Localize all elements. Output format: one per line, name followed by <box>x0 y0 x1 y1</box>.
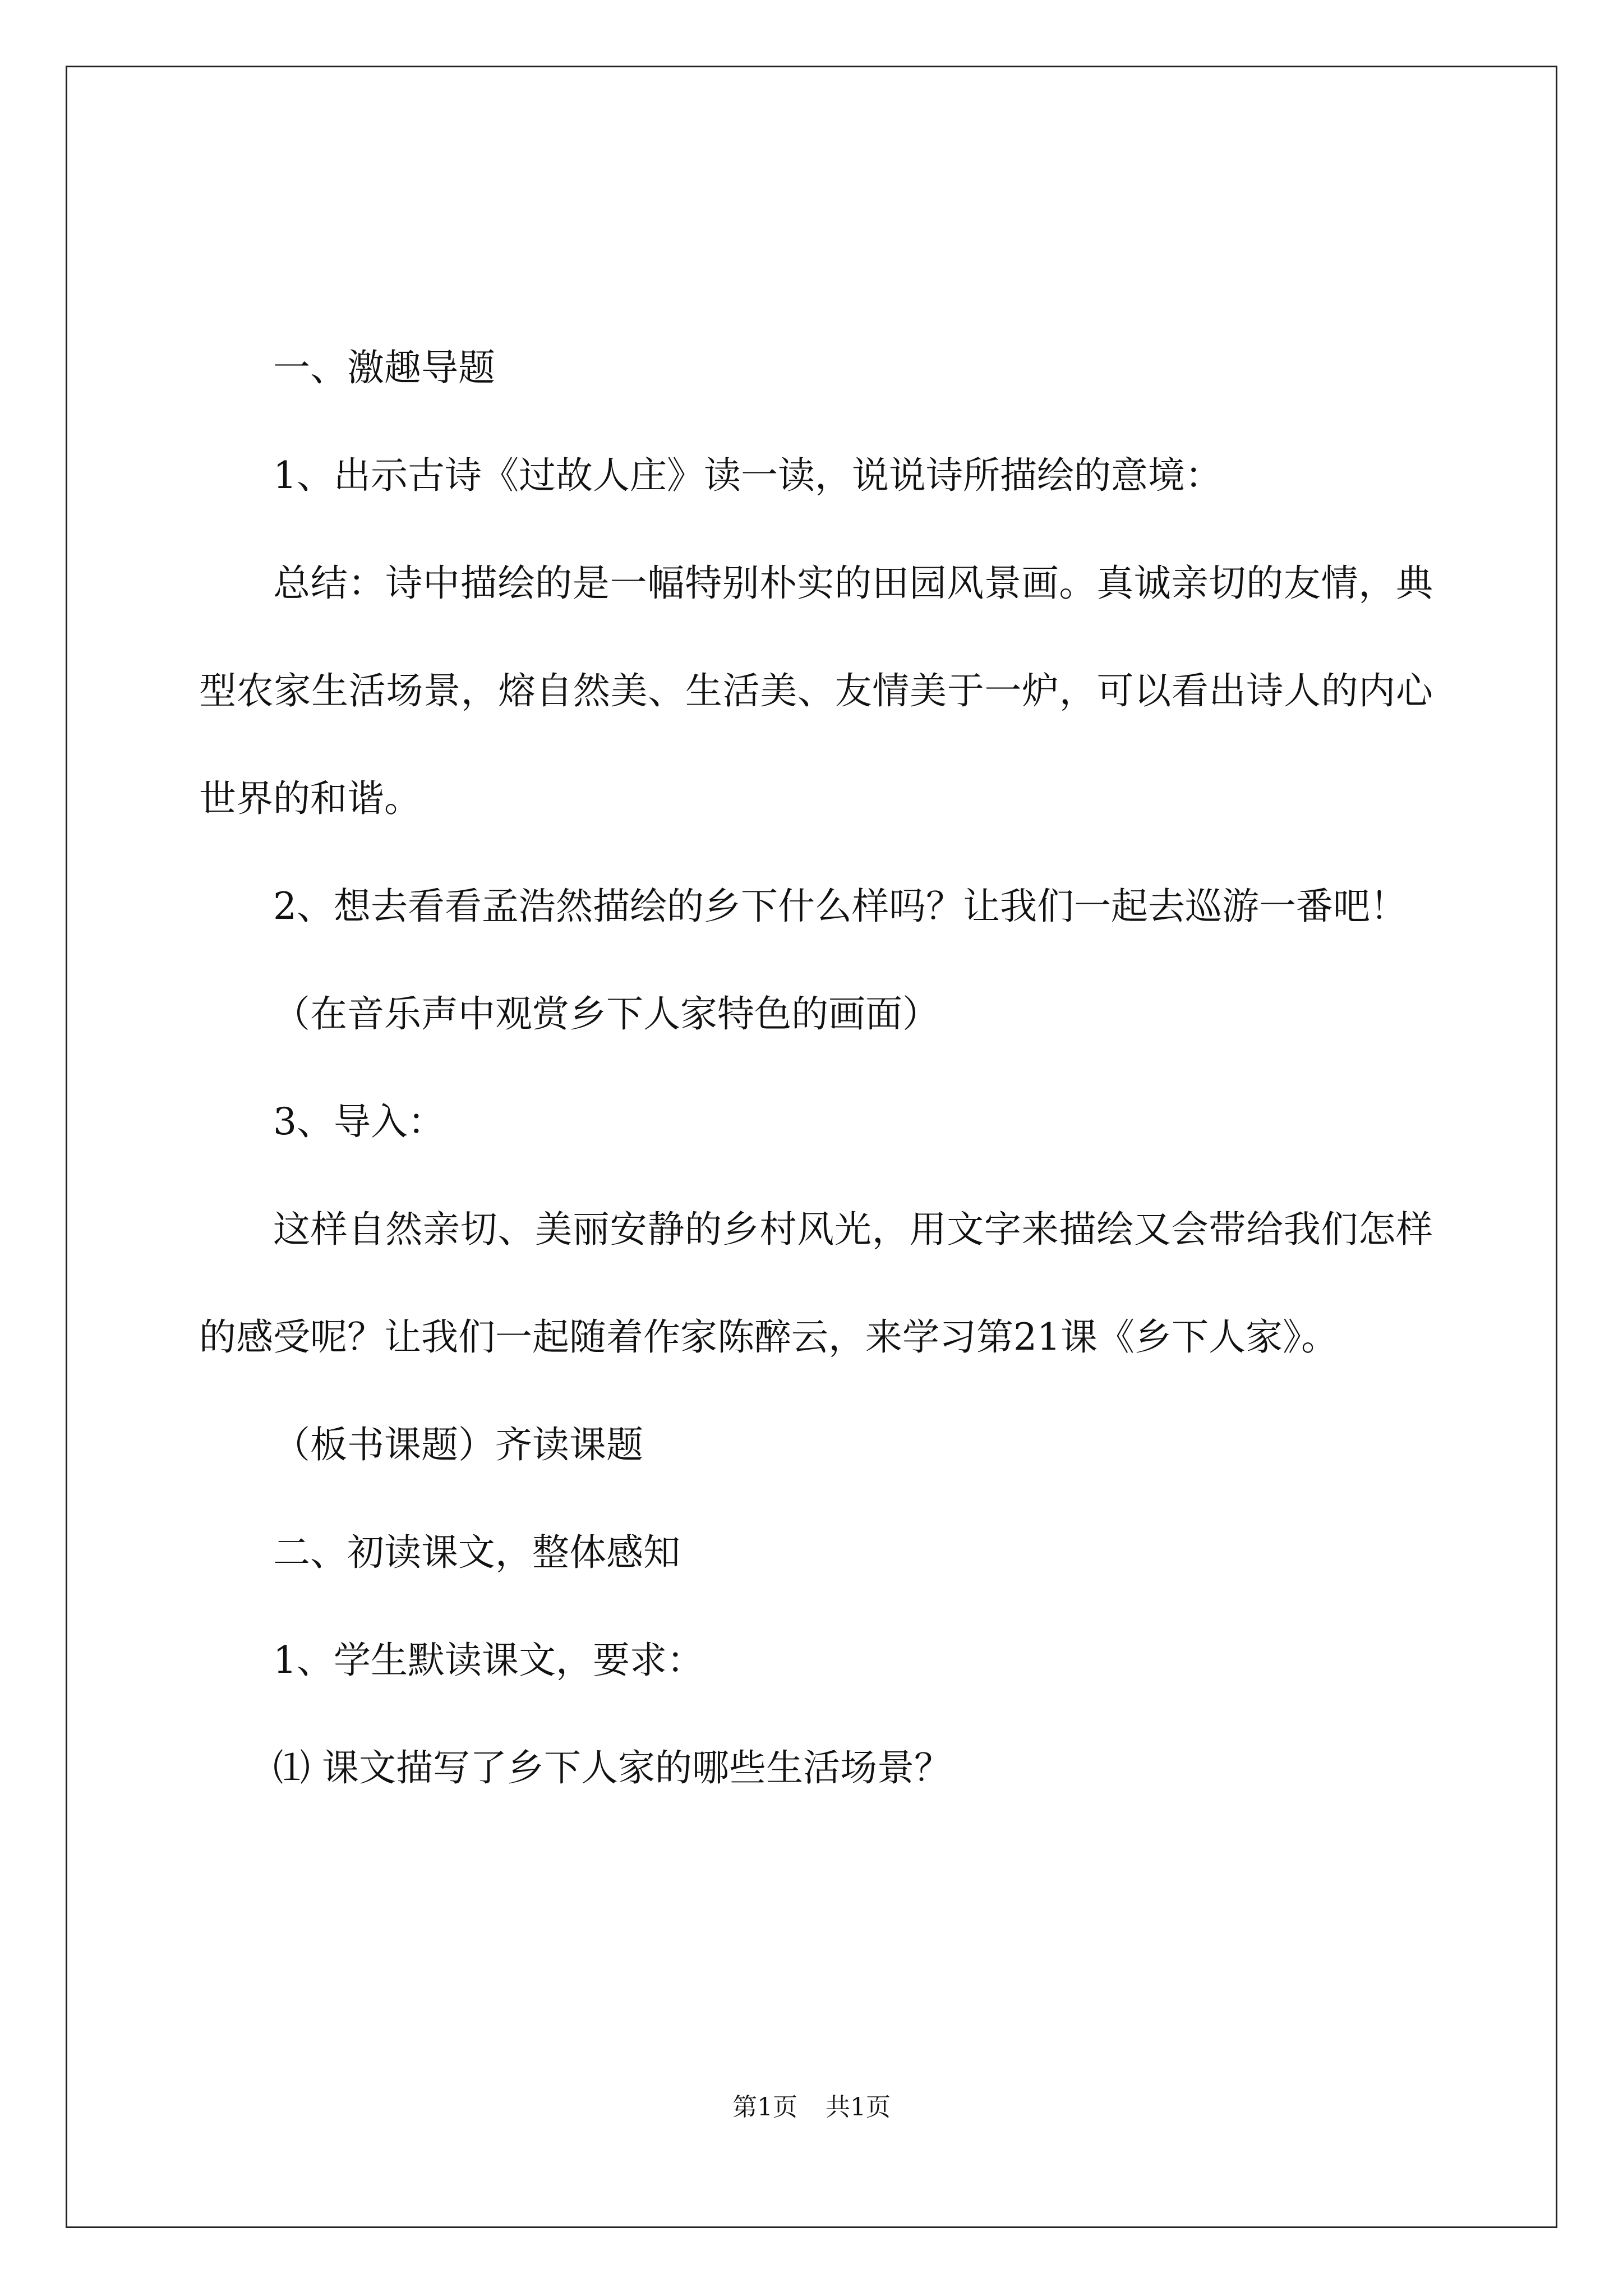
paragraph: 3、导入： <box>273 1100 445 1143</box>
page-number: 第1页 <box>732 2093 797 2122</box>
paragraph: 1、出示古诗《过故人庄》读一读，说说诗所描绘的意境： <box>273 454 1222 497</box>
section-heading-2: 二、初读课文，整体感知 <box>273 1531 680 1574</box>
section-heading-1: 一、激趣导题 <box>273 346 495 389</box>
paragraph: 1、学生默读课文，要求： <box>273 1639 704 1682</box>
paragraph: 这样自然亲切、美丽安静的乡村风光，用文字来描绘又会带给我们怎样的感受呢？让我们一起随着作家陈醉云，来学习第21课《乡下人家》。 <box>199 1208 1433 1359</box>
page-total: 共1页 <box>826 2093 891 2122</box>
paragraph: 2、想去看看孟浩然描绘的乡下什么样吗？让我们一起去巡游一番吧！ <box>273 885 1407 928</box>
document-body <box>199 314 1433 1822</box>
paragraph: 总结：诗中描绘的是一幅特别朴实的田园风景画。真诚亲切的友情，典型农家生活场景，熔自然美、生活美、友情美于一炉，可以看出诗人的内心世界的和谐。 <box>199 562 1433 820</box>
paragraph: （在音乐声中观赏乡下人家特色的画面） <box>273 992 939 1036</box>
paragraph: （板书课题）齐读课题 <box>273 1423 643 1466</box>
paragraph: ⑴ 课文描写了乡下人家的哪些生活场景？ <box>273 1746 951 1789</box>
page-footer <box>0 2087 1623 2123</box>
